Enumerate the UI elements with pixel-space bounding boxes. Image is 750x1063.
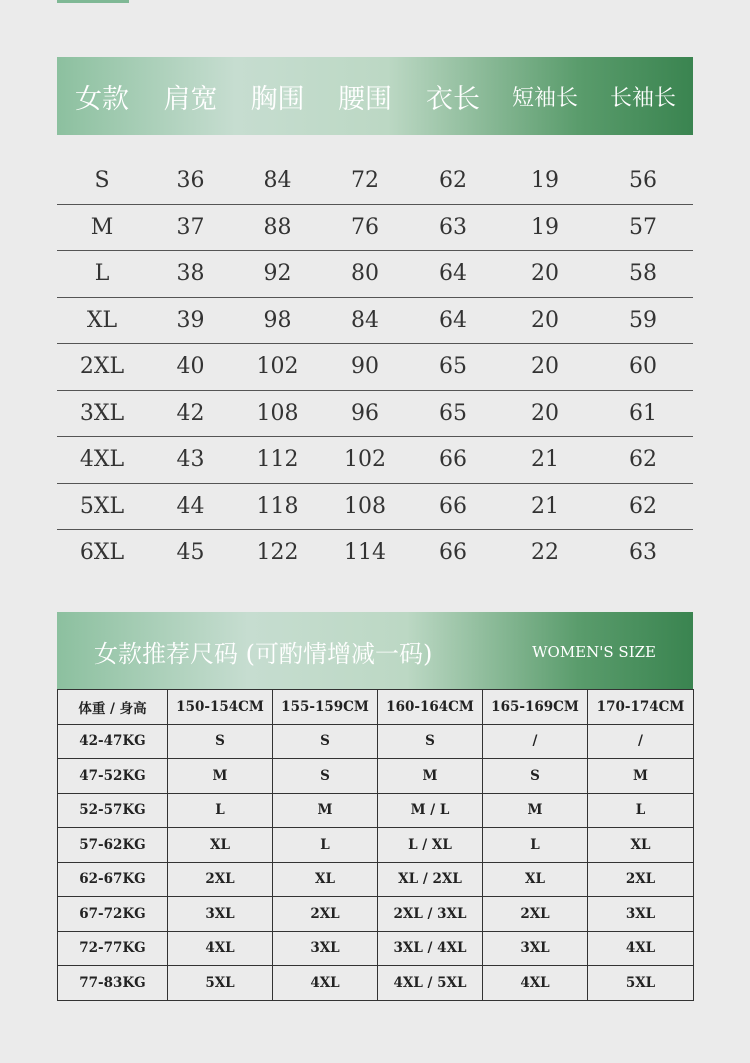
cell: M xyxy=(588,759,694,794)
recommend-header xyxy=(57,612,693,689)
cell: 118 xyxy=(256,493,299,519)
cell: 20 xyxy=(531,261,559,287)
cell: 102 xyxy=(256,354,299,380)
size-label: S xyxy=(94,168,110,194)
cell: L xyxy=(483,828,588,863)
cell: 4XL xyxy=(273,966,378,1001)
cell: 2XL xyxy=(168,862,273,897)
cell: 43 xyxy=(176,447,205,473)
cell: 64 xyxy=(439,261,467,287)
cell: 57 xyxy=(629,214,657,240)
cell: 20 xyxy=(531,400,559,426)
cell: 65 xyxy=(439,354,467,380)
table-row xyxy=(58,724,694,759)
cell: 2XL / 3XL xyxy=(378,897,483,932)
weight-label: 77-83KG xyxy=(58,966,168,1001)
cell: L xyxy=(273,828,378,863)
cell: 3XL xyxy=(483,931,588,966)
cell: 19 xyxy=(531,214,559,240)
cell: 44 xyxy=(176,493,205,519)
cell: 66 xyxy=(439,540,467,566)
cell: 61 xyxy=(629,400,657,426)
header-shoulder: 肩宽 xyxy=(163,83,218,115)
table-row xyxy=(58,966,694,1001)
cell: 63 xyxy=(439,214,467,240)
header-cell: 170-174CM xyxy=(588,690,694,725)
cell: 102 xyxy=(344,447,386,473)
cell: 72 xyxy=(351,168,379,194)
cell: 5XL xyxy=(168,966,273,1001)
top-tab-accent xyxy=(57,0,129,3)
cell: XL xyxy=(588,828,694,863)
table-row xyxy=(57,205,693,252)
cell: S xyxy=(483,759,588,794)
cell: S xyxy=(273,724,378,759)
cell: L xyxy=(588,793,694,828)
size-label: 5XL xyxy=(79,493,125,519)
cell: 62 xyxy=(629,493,657,519)
cell: XL xyxy=(273,862,378,897)
size-label: M xyxy=(90,214,114,240)
header-cell: 体重 / 身高 xyxy=(58,690,168,725)
cell: 114 xyxy=(344,540,386,566)
cell: 80 xyxy=(351,261,379,287)
cell: 60 xyxy=(629,354,657,380)
table-row xyxy=(58,759,694,794)
cell: 40 xyxy=(176,354,205,380)
cell: 4XL xyxy=(168,931,273,966)
weight-label: 62-67KG xyxy=(58,862,168,897)
cell: L xyxy=(168,793,273,828)
cell: XL / 2XL xyxy=(378,862,483,897)
size-label: L xyxy=(94,261,110,287)
size-label: 6XL xyxy=(79,540,125,566)
size-chart-body xyxy=(57,158,693,576)
recommend-table xyxy=(57,689,694,1001)
cell: XL xyxy=(483,862,588,897)
cell: S xyxy=(168,724,273,759)
cell: 62 xyxy=(629,447,657,473)
weight-label: 47-52KG xyxy=(58,759,168,794)
header-cell: 155-159CM xyxy=(273,690,378,725)
cell: 19 xyxy=(531,168,559,194)
cell: 66 xyxy=(439,447,467,473)
cell: 4XL / 5XL xyxy=(378,966,483,1001)
cell: 3XL xyxy=(273,931,378,966)
cell: 76 xyxy=(351,214,379,240)
cell: 90 xyxy=(351,354,379,380)
cell: 5XL xyxy=(588,966,694,1001)
size-chart-header xyxy=(57,57,693,135)
cell: 96 xyxy=(351,400,379,426)
table-row xyxy=(57,298,693,345)
cell: 58 xyxy=(629,261,657,287)
size-label: XL xyxy=(86,307,118,333)
cell: 84 xyxy=(263,168,292,194)
size-label: 3XL xyxy=(79,400,125,426)
weight-label: 52-57KG xyxy=(58,793,168,828)
cell: 45 xyxy=(176,540,205,566)
table-row xyxy=(57,484,693,531)
recommend-subtitle: WOMEN'S SIZE xyxy=(532,643,656,661)
recommend-title: 女款推荐尺码 (可酌情增减一码) xyxy=(94,640,433,668)
header-long-sleeve: 长袖长 xyxy=(609,85,676,111)
cell: 39 xyxy=(176,307,205,333)
cell: M xyxy=(168,759,273,794)
cell: M / L xyxy=(378,793,483,828)
cell: 108 xyxy=(344,493,386,519)
size-label: 4XL xyxy=(79,447,125,473)
weight-label: 72-77KG xyxy=(58,931,168,966)
cell: 62 xyxy=(439,168,467,194)
recommend-chart xyxy=(57,612,693,1001)
header-short-sleeve: 短袖长 xyxy=(511,85,578,111)
cell: 21 xyxy=(531,447,559,473)
header-cell: 160-164CM xyxy=(378,690,483,725)
cell: 2XL xyxy=(273,897,378,932)
cell: 59 xyxy=(629,307,657,333)
cell: 38 xyxy=(176,261,205,287)
cell: 22 xyxy=(531,540,559,566)
cell: 112 xyxy=(256,447,299,473)
cell: 3XL xyxy=(588,897,694,932)
cell: 20 xyxy=(531,307,559,333)
table-row xyxy=(58,897,694,932)
cell: 56 xyxy=(629,168,657,194)
cell: 2XL xyxy=(588,862,694,897)
cell: XL xyxy=(168,828,273,863)
table-row xyxy=(57,530,693,576)
table-row xyxy=(58,828,694,863)
cell: L / XL xyxy=(378,828,483,863)
header-style: 女款 xyxy=(75,83,129,115)
cell: 65 xyxy=(439,400,467,426)
cell: 42 xyxy=(176,400,205,426)
cell: S xyxy=(378,724,483,759)
cell: 84 xyxy=(351,307,379,333)
header-cell: 150-154CM xyxy=(168,690,273,725)
cell: S xyxy=(273,759,378,794)
cell: M xyxy=(378,759,483,794)
size-chart xyxy=(57,57,693,576)
cell: 3XL / 4XL xyxy=(378,931,483,966)
cell: / xyxy=(483,724,588,759)
table-row xyxy=(58,931,694,966)
cell: 3XL xyxy=(168,897,273,932)
cell: 108 xyxy=(256,400,299,426)
weight-label: 42-47KG xyxy=(58,724,168,759)
table-row xyxy=(57,437,693,484)
header-length: 衣长 xyxy=(426,83,480,115)
header-chest: 胸围 xyxy=(250,83,305,115)
weight-label: 57-62KG xyxy=(58,828,168,863)
table-row xyxy=(58,862,694,897)
cell: 4XL xyxy=(588,931,694,966)
table-header-row xyxy=(58,690,694,725)
table-row xyxy=(57,251,693,298)
cell: 63 xyxy=(629,540,657,566)
weight-label: 67-72KG xyxy=(58,897,168,932)
table-row xyxy=(57,344,693,391)
cell: 92 xyxy=(263,261,292,287)
cell: 64 xyxy=(439,307,467,333)
table-row xyxy=(57,158,693,205)
cell: 2XL xyxy=(483,897,588,932)
header-cell: 165-169CM xyxy=(483,690,588,725)
cell: 4XL xyxy=(483,966,588,1001)
cell: 36 xyxy=(176,168,205,194)
cell: M xyxy=(483,793,588,828)
cell: 98 xyxy=(263,307,292,333)
cell: 122 xyxy=(256,540,299,566)
table-row xyxy=(57,391,693,438)
cell: 37 xyxy=(176,214,205,240)
cell: 21 xyxy=(531,493,559,519)
cell: 20 xyxy=(531,354,559,380)
cell: 88 xyxy=(263,214,292,240)
cell: M xyxy=(273,793,378,828)
header-waist: 腰围 xyxy=(338,83,392,115)
table-row xyxy=(58,793,694,828)
cell: 66 xyxy=(439,493,467,519)
cell: / xyxy=(588,724,694,759)
size-label: 2XL xyxy=(79,354,125,380)
